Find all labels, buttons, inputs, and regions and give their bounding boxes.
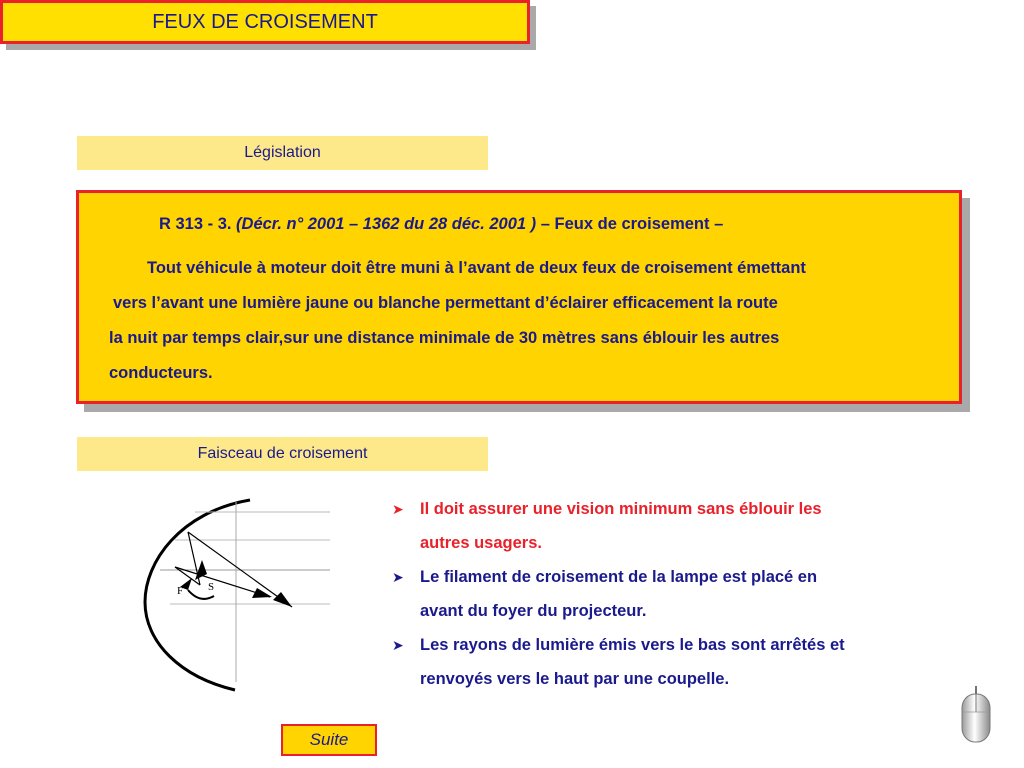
law-line: vers l’avant une lumière jaune ou blanche permettant d’éclairer efficacement la route — [113, 294, 778, 312]
bullet-line: renvoyés vers le haut par une coupelle. — [420, 670, 730, 688]
reflector-arc — [145, 500, 250, 690]
law-line: conducteurs. — [109, 364, 213, 382]
law-line: Tout véhicule à moteur doit être muni à l’avant de deux feux de croisement émettant — [147, 259, 806, 277]
bullet-line: autres usagers. — [420, 534, 542, 552]
page-title-text: FEUX DE CROISEMENT — [152, 10, 378, 33]
suite-button-label: Suite — [309, 730, 349, 749]
bullet-item — [392, 628, 952, 696]
source-label: S — [208, 581, 215, 593]
arrowhead-bullet-icon: ➤ — [392, 569, 404, 585]
arrowhead-bullet-icon: ➤ — [392, 637, 404, 653]
bullet-line: Le filament de croisement de la lampe est placé en — [420, 568, 818, 586]
law-reference — [159, 215, 723, 234]
bullet-line: Il doit assurer une vision minimum sans éblouir les — [420, 500, 822, 518]
focus-label: F — [177, 585, 184, 597]
section-label-legislation — [77, 136, 488, 170]
law-text-panel — [76, 190, 962, 404]
law-ref-decree: (Décr. n° 2001 – 1362 du 28 déc. 2001 ) — [236, 215, 537, 233]
section-label-faisceau — [77, 437, 488, 471]
law-ref-code: R 313 - 3. — [159, 215, 237, 233]
reflector-diagram — [140, 492, 340, 697]
law-line: la nuit par temps clair,sur une distance minimale de 30 mètres sans éblouir les autres — [109, 329, 780, 347]
arrowhead-bullet-icon: ➤ — [392, 501, 404, 517]
bullet-list — [392, 492, 952, 696]
ray-arrowhead — [273, 592, 292, 607]
section-label-text: Faisceau de croisement — [197, 445, 368, 462]
bullet-item — [392, 492, 952, 560]
section-label-text: Législation — [244, 144, 321, 161]
ray-arrowhead — [252, 588, 272, 598]
mouse-icon-svg — [958, 684, 994, 746]
law-ref-title: – Feux de croisement – — [536, 215, 724, 233]
mouse-icon[interactable] — [958, 684, 994, 751]
bullet-line: avant du foyer du projecteur. — [420, 602, 647, 620]
reflector-diagram-svg — [140, 492, 340, 692]
suite-button[interactable] — [281, 724, 377, 756]
bullet-line: Les rayons de lumière émis vers le bas sont arrêtés et — [420, 636, 845, 654]
page-title — [0, 0, 530, 44]
bullet-item — [392, 560, 952, 628]
